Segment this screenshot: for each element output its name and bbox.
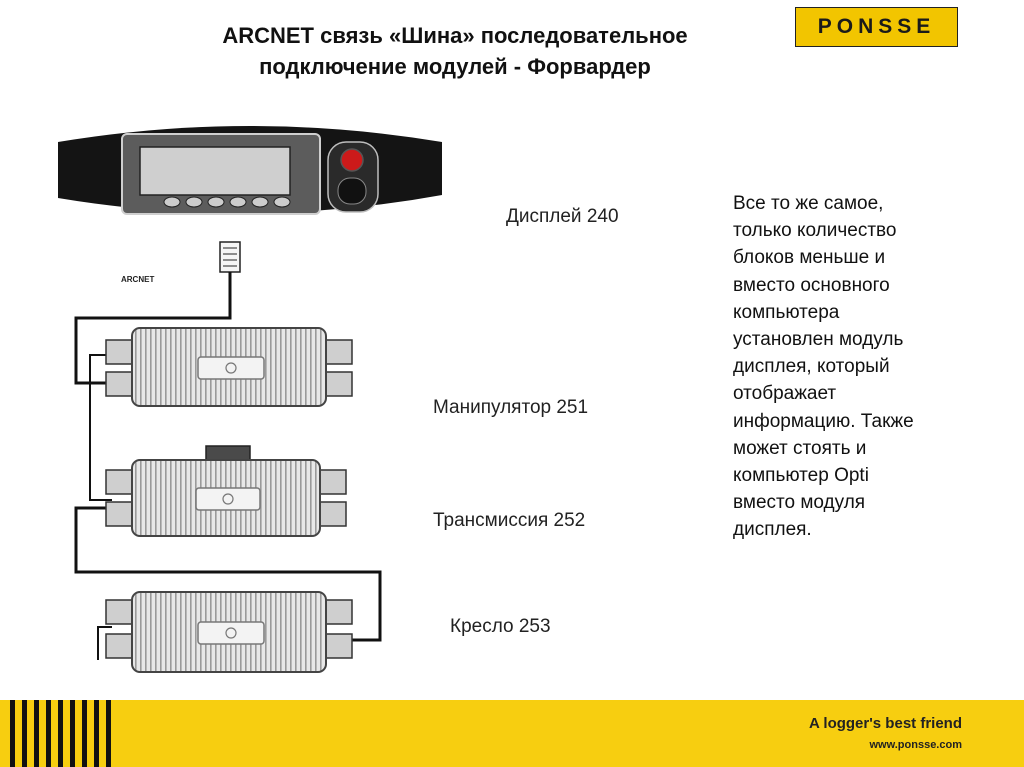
- footer-tagline: A logger's best friend: [808, 715, 962, 732]
- display-screen: [140, 147, 290, 195]
- module-seat: [106, 592, 352, 672]
- footer-stripe: [10, 700, 15, 767]
- footer-stripe: [70, 700, 75, 767]
- title-line-2: подключение модулей - Форвардер: [259, 54, 651, 79]
- label-manipulator: Манипулятор 251: [433, 397, 589, 418]
- ponsse-logo: PONSSE: [795, 7, 958, 47]
- label-transmission: Трансмиссия 252: [433, 510, 586, 531]
- footer-stripe: [46, 700, 51, 767]
- label-seat: Кресло 253: [450, 616, 551, 637]
- footer-stripe: [94, 700, 99, 767]
- module-manipulator: [106, 328, 352, 406]
- arcnet-label: ARCNET: [121, 275, 155, 284]
- footer-stripe: [106, 700, 111, 767]
- arcnet-connector: [121, 242, 240, 284]
- footer-stripe: [82, 700, 87, 767]
- label-display: Дисплей 240: [506, 206, 619, 227]
- description-text: Все то же самое, только количество блоков меньше и вместо основного компьютера установлен модуль дисплея, который отображает информацию. Также может стоять и компьютер Opti вместо модуля дисплея.: [733, 193, 914, 541]
- display-unit: [58, 126, 442, 214]
- footer-bar: [0, 700, 1024, 767]
- title-line-1: ARCNET связь «Шина» последовательное: [222, 23, 688, 48]
- footer-website: www.ponsse.com: [869, 739, 962, 751]
- footer-stripe: [22, 700, 27, 767]
- footer-stripe: [34, 700, 39, 767]
- footer-stripe: [58, 700, 63, 767]
- red-button-icon: [341, 149, 363, 171]
- module-transmission: [106, 446, 346, 536]
